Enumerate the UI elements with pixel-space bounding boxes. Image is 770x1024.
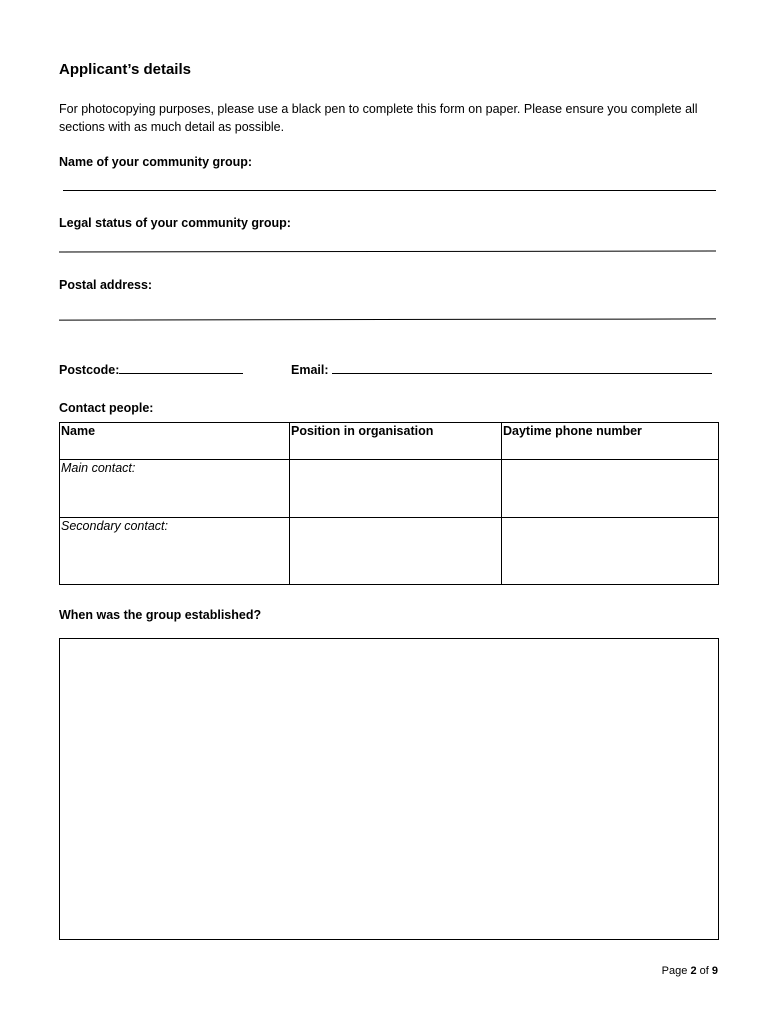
postal-address-label: Postal address: bbox=[59, 278, 153, 292]
table-row bbox=[60, 460, 719, 518]
main-contact-position-cell[interactable] bbox=[290, 460, 502, 518]
established-answer-box[interactable] bbox=[59, 638, 719, 940]
contacts-label: Contact people: bbox=[59, 401, 154, 415]
header-phone: Daytime phone number bbox=[502, 423, 719, 460]
main-contact-phone-cell[interactable] bbox=[502, 460, 719, 518]
secondary-contact-phone-cell[interactable] bbox=[502, 518, 719, 585]
page-current: 2 bbox=[690, 965, 697, 977]
email-row bbox=[291, 360, 712, 377]
established-label: When was the group established? bbox=[59, 608, 262, 622]
group-name-label: Name of your community group: bbox=[59, 155, 253, 169]
page-word: Page bbox=[661, 965, 688, 977]
table-row bbox=[60, 518, 719, 585]
legal-status-field[interactable] bbox=[59, 251, 716, 253]
secondary-contact-position-cell[interactable] bbox=[290, 518, 502, 585]
secondary-contact-name-cell[interactable]: Secondary contact: bbox=[60, 518, 290, 585]
of-word: of bbox=[699, 965, 709, 977]
legal-status-label: Legal status of your community group: bbox=[59, 216, 291, 230]
intro-text: For photocopying purposes, please use a black pen to complete this form on paper. Please ensure you complete all sections with as much detail as possible. bbox=[59, 102, 698, 134]
postcode-field[interactable] bbox=[119, 360, 243, 374]
section-title: Applicant’s details bbox=[59, 61, 191, 78]
postcode-label: Postcode: bbox=[59, 363, 120, 377]
group-name-field[interactable] bbox=[63, 190, 716, 191]
header-name: Name bbox=[60, 423, 290, 460]
main-contact-name-cell[interactable]: Main contact: bbox=[60, 460, 290, 518]
postal-address-field[interactable] bbox=[59, 318, 716, 320]
contacts-header-row bbox=[60, 423, 719, 460]
email-field[interactable] bbox=[332, 360, 712, 374]
header-position: Position in organisation bbox=[290, 423, 502, 460]
contacts-table bbox=[59, 422, 719, 585]
postcode-row bbox=[59, 360, 243, 377]
page-number bbox=[662, 965, 718, 977]
email-label: Email: bbox=[291, 363, 329, 377]
page-total: 9 bbox=[711, 965, 718, 977]
